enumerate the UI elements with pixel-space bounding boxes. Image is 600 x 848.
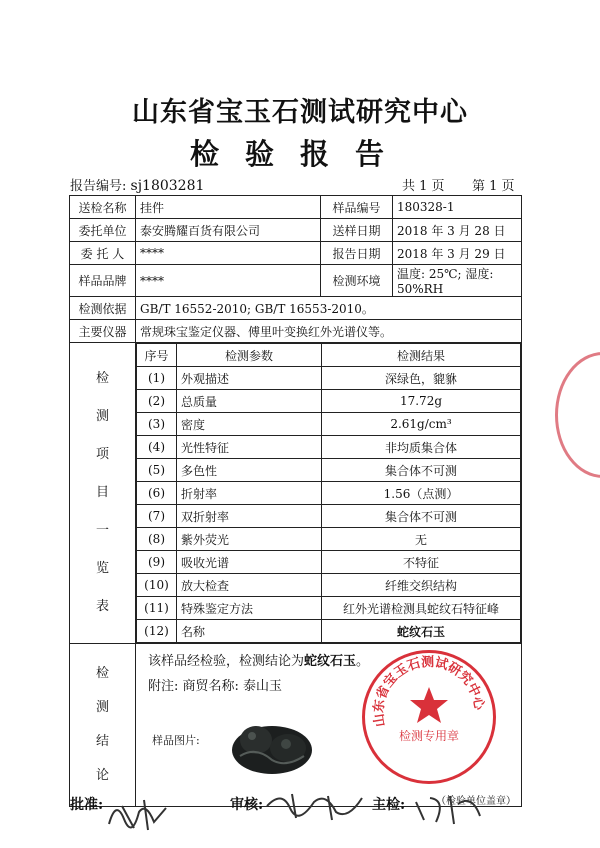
info-label: 检测依据: [70, 297, 136, 320]
info-row: [70, 242, 522, 265]
info-value: ****: [136, 265, 321, 297]
table-row: (7) 双折射率 集合体不可测: [137, 505, 521, 528]
table-row: (9) 吸收光谱 不特征: [137, 551, 521, 574]
report-number-value: sj1803281: [130, 178, 205, 194]
info-value: 2018 年 3 月 29 日: [393, 242, 522, 265]
approve-signature: [104, 794, 174, 834]
review-label: 审核:: [230, 797, 264, 813]
review-signature: [262, 786, 372, 826]
info-value: 泰安腾耀百货有限公司: [136, 219, 321, 242]
info-row: [70, 196, 522, 219]
seal-inner-text: 检测专用章: [398, 729, 459, 743]
items-section: [70, 343, 522, 644]
table-row: (4) 光性特征 非均质集合体: [137, 436, 521, 459]
info-value: 挂件: [136, 196, 321, 219]
info-row: [70, 320, 522, 343]
info-label: 主要仪器: [70, 320, 136, 343]
table-row: (11) 特殊鉴定方法 红外光谱检测具蛇纹石特征峰: [137, 597, 521, 620]
info-label: 检测环境: [321, 265, 393, 297]
org-title: 山东省宝玉石测试研究中心: [132, 97, 468, 128]
info-label: 委 托 人: [70, 242, 136, 265]
stamp-caption: （检验单位盖章）: [436, 796, 516, 807]
table-row: (10) 放大检查 纤维交织结构: [137, 574, 521, 597]
pages-total: 共 1 页: [402, 179, 445, 194]
info-value: 温度: 25℃; 湿度: 50%RH: [393, 265, 522, 297]
cross-page-seal: [555, 352, 600, 478]
info-label: 送样日期: [321, 219, 393, 242]
info-value: 2018 年 3 月 28 日: [393, 219, 522, 242]
table-row: (5) 多色性 集合体不可测: [137, 459, 521, 482]
seal-ring-text: 山东省宝玉石测试研究中心: [371, 655, 487, 728]
official-seal: [362, 650, 496, 784]
approve-label: 批准:: [70, 797, 104, 813]
col-header-result: 检测结果: [322, 344, 521, 367]
info-value: GB/T 16552-2010; GB/T 16553-2010。: [136, 297, 522, 320]
info-value: 常规珠宝鉴定仪器、傅里叶变换红外光谱仪等。: [136, 320, 522, 343]
info-label: 送检名称: [70, 196, 136, 219]
conclusion-side-label: 检 测 结 论: [70, 644, 136, 807]
table-row: (2) 总质量 17.72g: [137, 390, 521, 413]
sample-photo-image: [226, 716, 318, 778]
conclusion-result: 蛇纹石玉: [304, 654, 357, 669]
table-row: (12) 名称 蛇纹石玉: [137, 620, 521, 643]
info-row: [70, 219, 522, 242]
info-label: 样品编号: [321, 196, 393, 219]
inspect-label: 主检:: [372, 797, 406, 813]
items-header-row: [137, 344, 521, 367]
info-value: ****: [136, 242, 321, 265]
info-label: 样品品牌: [70, 265, 136, 297]
info-label: 报告日期: [321, 242, 393, 265]
items-side-label: 检 测 项 目 一 览 表: [70, 343, 136, 644]
info-value: 180328-1: [393, 196, 522, 219]
table-row: (8) 紫外荧光 无: [137, 528, 521, 551]
info-label: 委托单位: [70, 219, 136, 242]
col-header-param: 检测参数: [177, 344, 322, 367]
table-row: (6) 折射率 1.56（点测）: [137, 482, 521, 505]
col-header-no: 序号: [137, 344, 177, 367]
table-row: (1) 外观描述 深绿色，貔貅: [137, 367, 521, 390]
page-current: 第 1 页: [472, 179, 515, 194]
items-table-cell: [136, 343, 522, 644]
report-number: [70, 175, 204, 194]
info-row: [70, 265, 522, 297]
table-row: (3) 密度 2.61g/cm³: [137, 413, 521, 436]
inspect-signature: [410, 790, 490, 830]
conclusion-text: 该样品经检验，检测结论为蛇纹石玉。: [148, 654, 370, 669]
conclusion-note: 附注: 商贸名称: 泰山玉: [148, 679, 283, 694]
report-number-label: 报告编号:: [70, 179, 127, 194]
star-icon: [409, 685, 449, 725]
items-table: [136, 343, 521, 643]
sample-photo-label: 样品图片:: [152, 734, 200, 747]
doc-title: 检验报告: [189, 137, 410, 171]
info-row: [70, 297, 522, 320]
